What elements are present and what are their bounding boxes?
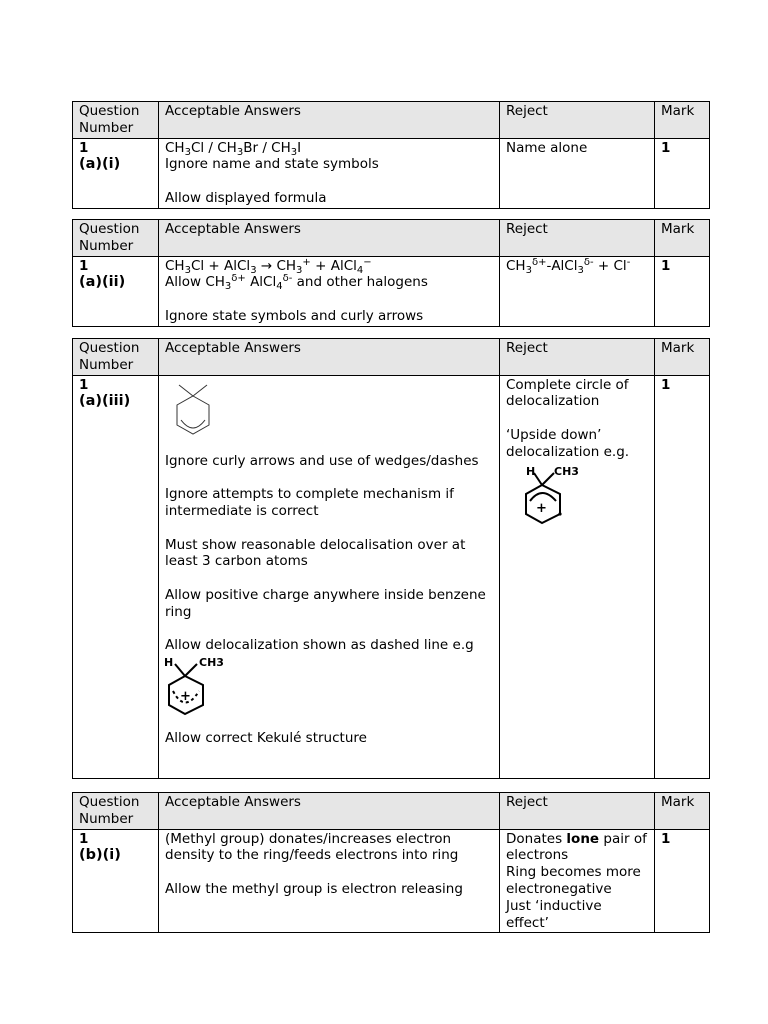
- header-reject: Reject: [500, 339, 655, 376]
- acceptable-answers-cell: [159, 829, 500, 933]
- reject-cell: [500, 375, 655, 778]
- header-acceptable-answers: Acceptable Answers: [159, 339, 500, 376]
- question-number-cell: [73, 829, 159, 933]
- header-mark: Mark: [655, 220, 710, 257]
- question-part: (b)(i): [79, 847, 121, 864]
- answer-line: Ignore state symbols and curly arrows: [165, 307, 424, 324]
- reject-text: Complete circle of delocalization: [506, 376, 629, 410]
- header-mark: Mark: [655, 102, 710, 139]
- markscheme-table-1a-i: [72, 101, 710, 209]
- question-number-cell: [73, 256, 159, 326]
- reject-text: $CH_3^{\delta+}-AlCl_3^{\delta-} + Cl^-$: [506, 256, 631, 276]
- markscheme-table-1a-ii: [72, 219, 710, 327]
- header-question-number: Question Number: [73, 339, 159, 376]
- answer-line: Must show reasonable delocalisation over at least 3 carbon atoms: [165, 536, 466, 570]
- mark-cell: [655, 138, 710, 208]
- acceptable-answers-cell: [159, 256, 500, 326]
- header-acceptable-answers: Acceptable Answers: [159, 793, 500, 830]
- header-acceptable-answers: Acceptable Answers: [159, 102, 500, 139]
- mark-value: 1: [661, 139, 671, 156]
- question-number: 1: [79, 257, 89, 274]
- reject-cell: [500, 138, 655, 208]
- answer-row: [73, 829, 710, 933]
- header-question-number: Question Number: [73, 220, 159, 257]
- header-reject: Reject: [500, 220, 655, 257]
- answer-allow-line: Allow $CH_3^{\delta+}$ AlCl$_4^{\delta-}$ and other halogens: [165, 273, 428, 293]
- acceptable-answers-cell: [159, 138, 500, 208]
- acceptable-answers-cell: [159, 375, 500, 778]
- handwritten-upside-down-delocalization-diagram: [516, 463, 596, 538]
- question-number-cell: [73, 375, 159, 778]
- svg-text:+: +: [180, 689, 191, 705]
- answer-line: (Methyl group) donates/increases electron density to the ring/feeds electrons into ring: [165, 830, 459, 864]
- header-acceptable-answers: Acceptable Answers: [159, 220, 500, 257]
- header-question-number: Question Number: [73, 793, 159, 830]
- answer-line: Allow positive charge anywhere inside benzene ring: [165, 586, 486, 620]
- mark-value: 1: [661, 257, 671, 274]
- mark-cell: [655, 829, 710, 933]
- reject-cell: [500, 256, 655, 326]
- question-number-cell: [73, 138, 159, 208]
- intermediate-structure-diagram: [167, 380, 217, 450]
- header-reject: Reject: [500, 102, 655, 139]
- markscheme-table-1a-iii: [72, 338, 710, 779]
- answer-formula: $CH_3Cl / CH_3Br / CH_3I$: [165, 139, 302, 158]
- question-number: 1: [79, 376, 89, 393]
- mark-cell: [655, 375, 710, 778]
- svg-text:CH3: CH3: [199, 656, 224, 670]
- question-part: (a)(i): [79, 156, 121, 173]
- header-reject: Reject: [500, 793, 655, 830]
- reject-cell: [500, 829, 655, 933]
- answer-row: [73, 375, 710, 778]
- reject-text: Name alone: [506, 139, 588, 156]
- mark-value: 1: [661, 376, 671, 393]
- header-row: [73, 102, 710, 139]
- header-mark: Mark: [655, 339, 710, 376]
- answer-line: Allow delocalization shown as dashed line e.g: [165, 637, 474, 654]
- reject-text: Just ‘inductive effect’: [506, 897, 602, 931]
- answer-line: Ignore name and state symbols: [165, 156, 379, 173]
- reject-text: Donates lone pair of electrons: [506, 830, 647, 864]
- answer-line: Ignore attempts to complete mechanism if intermediate is correct: [165, 486, 454, 519]
- header-row: [73, 339, 710, 376]
- answer-line: Allow correct Kekulé structure: [165, 730, 367, 747]
- svg-text:CH3: CH3: [554, 464, 579, 478]
- svg-text:H: H: [164, 656, 174, 670]
- handwritten-dashed-delocalization-diagram: [163, 654, 233, 726]
- header-question-number: Question Number: [73, 102, 159, 139]
- mark-cell: [655, 256, 710, 326]
- svg-text:H: H: [526, 464, 536, 478]
- reject-text: ‘Upside down’ delocalization e.g.: [506, 426, 630, 460]
- header-row: [73, 793, 710, 830]
- mark-value: 1: [661, 830, 671, 847]
- header-row: [73, 220, 710, 257]
- answer-row: [73, 256, 710, 326]
- question-part: (a)(ii): [79, 274, 126, 291]
- answer-equation: $CH_3Cl$ + AlCl$_3$ → $CH_3^+$ + AlCl$_4$−: [165, 256, 372, 276]
- markscheme-table-1b-i: [72, 792, 710, 933]
- answer-line: Ignore curly arrows and use of wedges/dashes: [165, 452, 479, 469]
- question-number: 1: [79, 830, 89, 847]
- question-number: 1: [79, 139, 89, 156]
- answer-line: Allow displayed formula: [165, 189, 327, 206]
- reject-text: Ring becomes more electronegative: [506, 864, 641, 897]
- answer-row: [73, 138, 710, 208]
- question-part: (a)(iii): [79, 393, 131, 410]
- header-mark: Mark: [655, 793, 710, 830]
- answer-line: Allow the methyl group is electron releasing: [165, 880, 463, 897]
- svg-text:+: +: [536, 500, 547, 516]
